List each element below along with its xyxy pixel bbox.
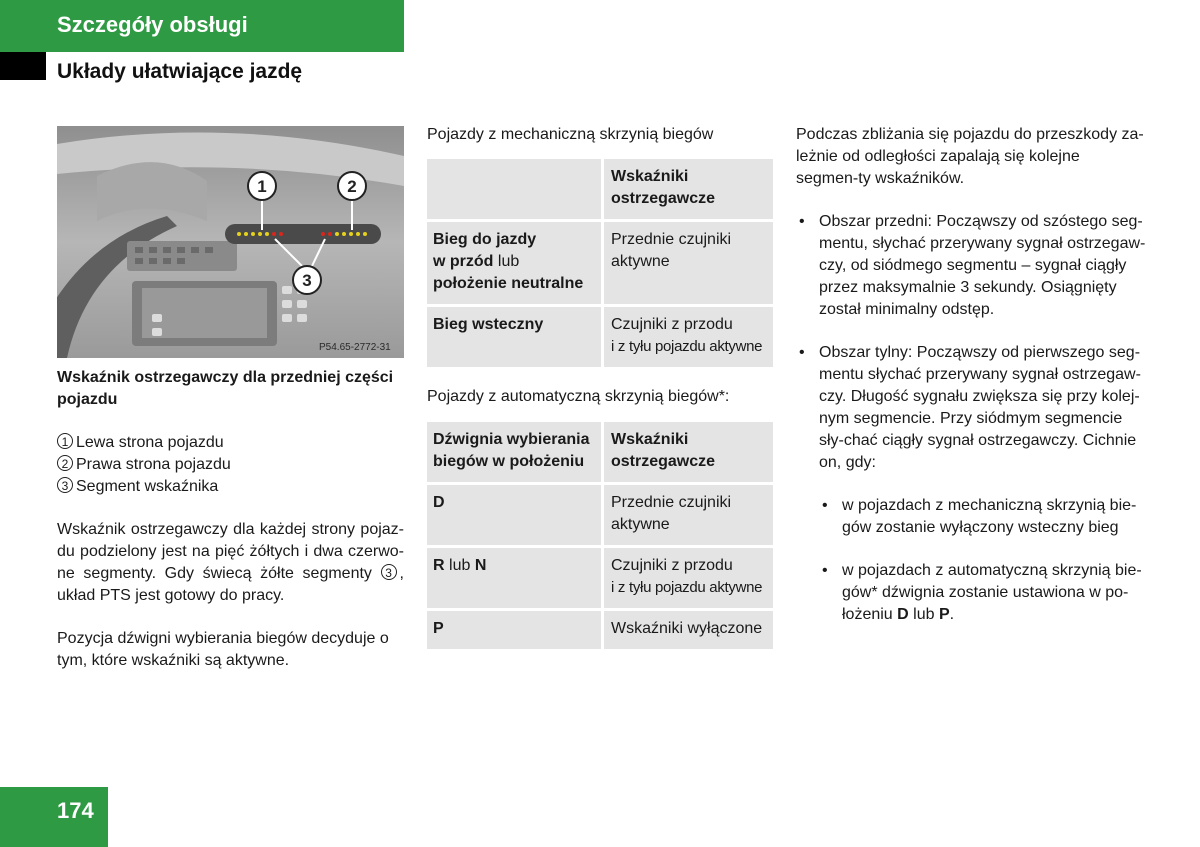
bullet-dot: • xyxy=(799,213,805,230)
page-number-box xyxy=(0,787,108,847)
table-row: Bieg do jazdy w przód lub położenie neutralne Przednie czujniki aktywne xyxy=(427,222,773,307)
bullet-dot: • xyxy=(822,497,828,514)
table-row: P Wskaźniki wyłączone xyxy=(427,611,773,652)
legend-item xyxy=(57,476,407,498)
legend-number: 3 xyxy=(57,477,73,493)
legend-item xyxy=(57,454,407,476)
svg-text:3: 3 xyxy=(302,271,312,290)
svg-text:2: 2 xyxy=(347,177,357,196)
bullet-dot: • xyxy=(822,562,828,579)
legend-number: 1 xyxy=(57,433,73,449)
legend-number: 2 xyxy=(57,455,73,471)
pts-description-paragraph: Wskaźnik ostrzegawczy dla każdej strony pojaz-du podzielony jest na pięć żółtych i dwa czerwo-ne segmenty. Gdy świecą żółte segmenty 3 , układ PTS jest gotowy do pracy. xyxy=(57,521,404,604)
chapter-title: Układy ułatwiające jazdę xyxy=(57,60,303,83)
legend-text: Prawa strona pojazdu xyxy=(76,456,231,473)
callout-2 xyxy=(338,172,366,200)
legend-text: Segment wskaźnika xyxy=(76,478,219,495)
table-row: Dźwignia wybierania biegów w położeniu Wskaźniki ostrzegawcze xyxy=(427,422,773,485)
table-row: Wskaźniki ostrzegawcze xyxy=(427,159,773,222)
section-header-bar xyxy=(0,0,404,52)
automatic-gearbox-table xyxy=(427,422,773,652)
dashboard-figure xyxy=(57,126,404,358)
section-title: Szczegóły obsługi xyxy=(57,12,248,37)
table-row: R lub N Czujniki z przodu i z tyłu pojazdu aktywne xyxy=(427,548,773,611)
manual-table-title: Pojazdy z mechaniczną skrzynią biegów xyxy=(427,126,714,143)
automatic-sub-bullet: • w pojazdach z automatyczną skrzynią bie-gów* dźwignia zostanie ustawiona w po-łożeniu D lub P. xyxy=(822,562,1142,623)
figure-code: P54.65-2772-31 xyxy=(319,342,391,353)
figure-legend xyxy=(57,432,407,498)
callout-3 xyxy=(293,266,321,294)
gear-lever-paragraph: Pozycja dźwigni wybierania biegów decyduje o tym, które wskaźniki są aktywne. xyxy=(57,630,389,669)
ref-number: 3 xyxy=(381,564,397,580)
page-number: 174 xyxy=(57,798,94,823)
callout-1 xyxy=(248,172,276,200)
table-row: D Przednie czujniki aktywne xyxy=(427,485,773,548)
table-row: Bieg wsteczny Czujniki z przodu i z tyłu pojazdu aktywne xyxy=(427,307,773,370)
front-area-bullet: • Obszar przedni: Począwszy od szóstego seg-mentu, słychać przerywany sygnał ostrzegaw-czy, od siódmego segmentu – sygnał ciągły przez maksymalnie 3 sekundy. Osiągnięty został minimalny odstęp. xyxy=(799,213,1146,318)
legend-text: Lewa strona pojazdu xyxy=(76,434,224,451)
legend-item xyxy=(57,432,407,454)
manual-gearbox-table xyxy=(427,159,773,370)
figure-caption: Wskaźnik ostrzegawczy dla przedniej części pojazdu xyxy=(57,369,394,408)
chapter-marker xyxy=(0,52,46,80)
dashboard-illustration xyxy=(57,126,404,358)
manual-sub-bullet: • w pojazdach z mechaniczną skrzynią bie-gów zostanie wyłączony wsteczny bieg xyxy=(822,497,1137,536)
approach-intro-paragraph: Podczas zbliżania się pojazdu do przeszkody za-leżnie od odległości zapalają się kolejne segmen-ty wskaźników. xyxy=(796,126,1144,187)
rear-area-bullet: • Obszar tylny: Począwszy od pierwszego seg-mentu słychać przerywany sygnał ostrzegaw-czy. Długość sygnału zwiększa się przy kolej-nym segmencie. Przy siódmym segmencie sły-chać ciągły sygnał ostrzegawczy. Cichnie on, gdy: xyxy=(799,344,1141,471)
auto-table-title: Pojazdy z automatyczną skrzynią biegów*: xyxy=(427,388,730,405)
svg-text:1: 1 xyxy=(257,177,267,196)
bullet-dot: • xyxy=(799,344,805,361)
